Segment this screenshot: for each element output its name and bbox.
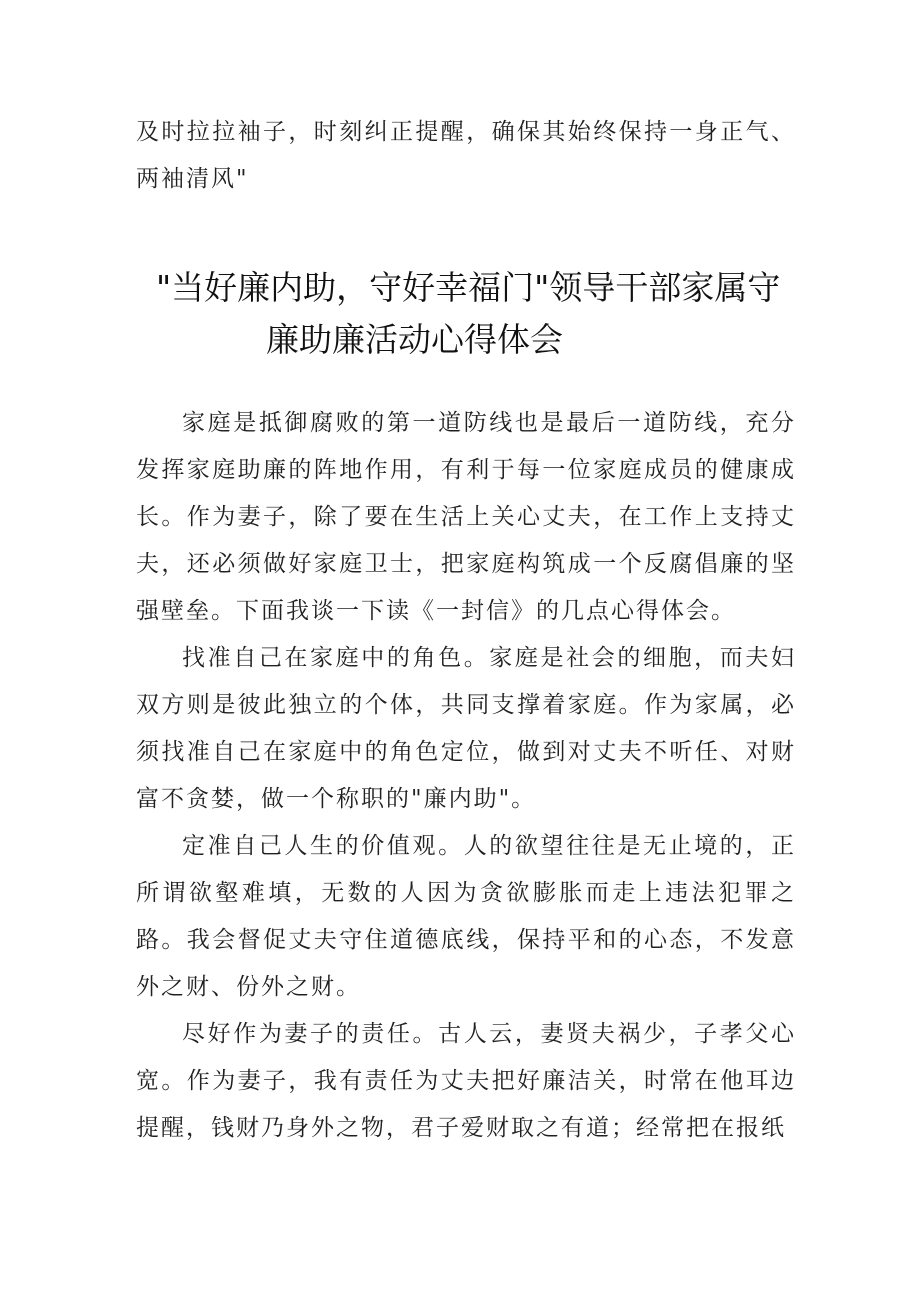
body-paragraph: 定准自己人生的价值观。人的欲望往往是无止境的，正所谓欲壑难填，无数的人因为贪欲膨胀而走上违法犯罪之路。我会督促丈夫守住道德底线，保持平和的心态，不发意外之财、份外之财。: [136, 833, 796, 1000]
title-line-1: "当好廉内助，守好幸福门"领导干部家属守: [156, 268, 781, 307]
body-paragraph: 找准自己在家庭中的角色。家庭是社会的细胞，而夫妇双方则是彼此独立的个体，共同支撑着家庭。作为家属，必须找准自己在家庭中的角色定位，做到对丈夫不听任、对财富不贪婪，做一个称职的"廉内助"。: [136, 645, 796, 812]
title-line-2: 廉助廉活动心得体会: [266, 320, 563, 359]
document-body: [136, 400, 796, 1152]
body-paragraph: 家庭是抵御腐败的第一道防线也是最后一道防线，充分发挥家庭助廉的阵地作用，有利于每一位家庭成员的健康成长。作为妻子，除了要在生活上关心丈夫，在工作上支持丈夫，还必须做好家庭卫士，把家庭构筑成一个反腐倡廉的坚强壁垒。下面我谈一下读《一封信》的几点心得体会。: [136, 410, 796, 624]
body-paragraph: 尽好作为妻子的责任。古人云，妻贤夫祸少，子孝父心宽。作为妻子，我有责任为丈夫把好廉洁关，时常在他耳边提醒，钱财乃身外之物，君子爱财取之有道；经常把在报纸: [136, 1021, 796, 1141]
document-title: [120, 262, 820, 366]
intro-paragraph: 及时拉拉袖子，时刻纠正提醒，确保其始终保持一身正气、两袖清风": [136, 119, 796, 192]
